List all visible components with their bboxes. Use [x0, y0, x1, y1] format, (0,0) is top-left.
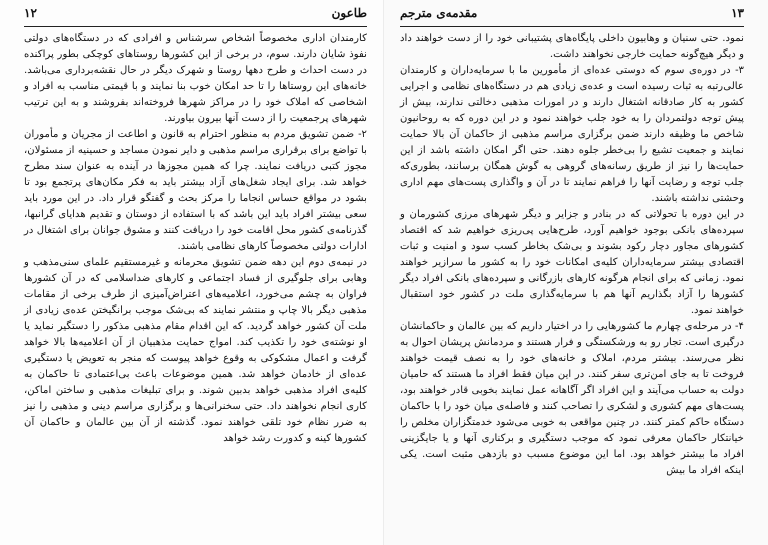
paragraph: نمود. حتی سنیان و وهابیون داخلی پایگاه‌های پشتیبانی خود را از دست خواهند داد و دیگر هیچ‌گونه حمایت خارجی نخواهند داشت. — [400, 33, 744, 60]
paragraph: کارمندان اداری مخصوصاً اشخاص سرشناس و افرادی که در دستگاه‌های دولتی نفوذ شایان دارند. سوم، در برخی از این کشورها روستاهای کوچکی بطور پراکنده در دست احداث و طرح دهها روستا و شهرک دیگر در حال نقشه‌برداری می‌باشد. خانه‌های این روستاها را تا حد امکان خوب بنا نمایند و با قیمتی مناسب به افراد و اشخاصی که املاک خود را در مراکز شهرها فروخته‌اند بفروشند و به این ترتیب شهرهای پرجمعیت را از دست آنها بیرون بیاورند. — [24, 33, 367, 124]
page-header — [24, 6, 367, 27]
paragraph: در نیمه‌ی دوم این دهه ضمن تشویق محرمانه و غیرمستقیم علمای سنی‌مذهب و وهابی برای جلوگیری از فساد اجتماعی و کارهای ضداسلامی که در آن کشورها فراوان به چشم می‌خورد، اعلامیه‌های اعتراض‌آمیزی از طرف برخی از مقامات مذهبی دیگر بالا چاپ و منتشر نمایند که بی‌شک موجب برانگیختن عده‌ی زیادی از ملت آن کشور خواهد گردید. که این اقدام مقام مذهبی مذکور را دستگیر نماید یا او نوشته‌ی خود را تکذیب کند. امواج حمایت مذهبیان از آن اعلامیه‌ها بالا خواهد گرفت و اعمال مشکوکی به وقوع خواهد پیوست که منجر به تعویض یا دستگیری عده‌ای از خادمان خواهد شد. همین موضوعات باعث بی‌اعتمادی تا حاکمان به کلیه‌ی افراد مذهبی خواهد بدبین شوند. و برای تبلیغات مذهبی و ساختن اماکن، کاری انجام نخواهند داد. حتی سخنرانی‌ها و برگزاری مراسم دینی و مذهبی را نیز به ضرر نظام خود تلقی خواهند نمود. گذشته از آن بین عالمان و حاکمان آن کشورها کینه و کدورت رشد خواهد — [24, 257, 367, 444]
right-page — [384, 0, 768, 545]
page-body — [400, 31, 744, 479]
paragraph: ۲- ضمن تشویق مردم به منظور احترام به قانون و اطاعت از مجریان و مأموران با تواضع برای برقراری مراسم مذهبی و دایر نمودن مساجد و حسینیه از مسئولان، مجوز کتبی دریافت نمایند. چرا که همین مجوزها در آینده به عنوان سند مطرح خواهد شد. برای ایجاد شغل‌های آزاد بیشتر باید به فکر مکان‌های پرتجمع بود تا بشود در مواقع حساس انجاما را مرکز بحث و گفتگو قرار داد. در این مورد باید سعی بیشتر افراد باید این باشد که با استفاده از دوستان و تقدیم هدایای گرانبها، گذرنامه‌ی کشور محل اقامت خود را دریافت کنند و مشوق جوانان برای اشتغال در ادارات دولتی مخصوصاً کارهای نظامی باشند. — [24, 129, 367, 252]
page-number: ۱۲ — [24, 6, 37, 20]
paragraph: ۳- در دوره‌ی سوم که دوستی عده‌ای از مأمورین ما با سرمایه‌داران و کارمندان عالی‌رتبه به ثبات رسیده است و عده‌ی زیادی هم در دستگاه‌های نظامی و اجرایی کشور به کار صادقانه اشتغال دارند و در امورات مذهبی دخالتی ندارند، بیش از پیش توجه دولتمردان را به خود جلب خواهند نمود و در این دوره که به روحانیون شاخص ما وظیفه دارند ضمن برگزاری مراسم مذهبی از حاکمان آن بالا حمایت نمایند و جمعیت تشیع را بی‌خطر جلوه دهند. حتی اگر امکان داشته باشد از این حمایت‌ها را نیز از طریق رسانه‌های گروهی به گوش همگان برسانند، بطوری‌که جلب توجه و رضایت آنها را فراهم نمایند تا در آن و واگذاری پست‌های مهم اداری وحشتی نداشته باشند. — [400, 65, 744, 204]
page-number: ۱۳ — [731, 6, 744, 20]
paragraph: ۴- در مرحله‌ی چهارم ما کشورهایی را در اختیار داریم که بین عالمان و حاکمانشان درگیری است. تجار رو به ورشکستگی و فرار هستند و مردمانش پریشان احوال به نظر می‌رسند. بیشتر مردم، املاک و خانه‌های خود را به نصف قیمت خواهند فروخت تا به جای امن‌تری سفر کنند. در این میان فقط افراد ما هستند که حامیان دولت به حساب می‌آیند و این افراد اگر آگاهانه عمل نمایند بخوبی قادر خواهند بود، پست‌های مهم کشوری و لشکری را تصاحب کنند و فاصله‌ی میان خود را با حاکمان دستگاه حاکم کمتر کنند. در چنین مواقعی به خوبی می‌شود خدمتگزاران مخلص را خیانتکار حاکمان معرفی نمود که موجب دستگیری و برکناری آنها و یا جایگزینی افراد ما بیشتر خواهد بود. اما این موضوع مسبب دو بازدهی مثبت است. یکی اینکه افراد ما بیش — [400, 321, 744, 476]
running-title: طاعون — [331, 6, 367, 20]
page-body — [24, 31, 367, 447]
running-title: مقدمه‌ی مترجم — [400, 6, 478, 20]
paragraph: در این دوره با تحولاتی که در بنادر و جزایر و دیگر شهرهای مرزی کشورمان و سپرده‌های بانکی بوجود خواهیم آورد، طرح‌هایی پی‌ریزی خواهیم شد که اقتصاد کشورهای مجاور دچار رکود بشوند و بی‌شک بخاطر کسب سود و امنیت و ثبات اقتصادی بیشتر سرمایه‌داران کلیه‌ی امکانات خود را به کشور ما سرازیر خواهند نمود. زمانی که برای انجام هرگونه کارهای بازرگانی و سپرده‌های بانکی افراد دیگر کشورها را آزاد بگذاریم آنها هم با سرمایه‌گذاری ملت در کشور خود استقبال خواهند نمود. — [400, 209, 744, 316]
page-header — [400, 6, 744, 27]
